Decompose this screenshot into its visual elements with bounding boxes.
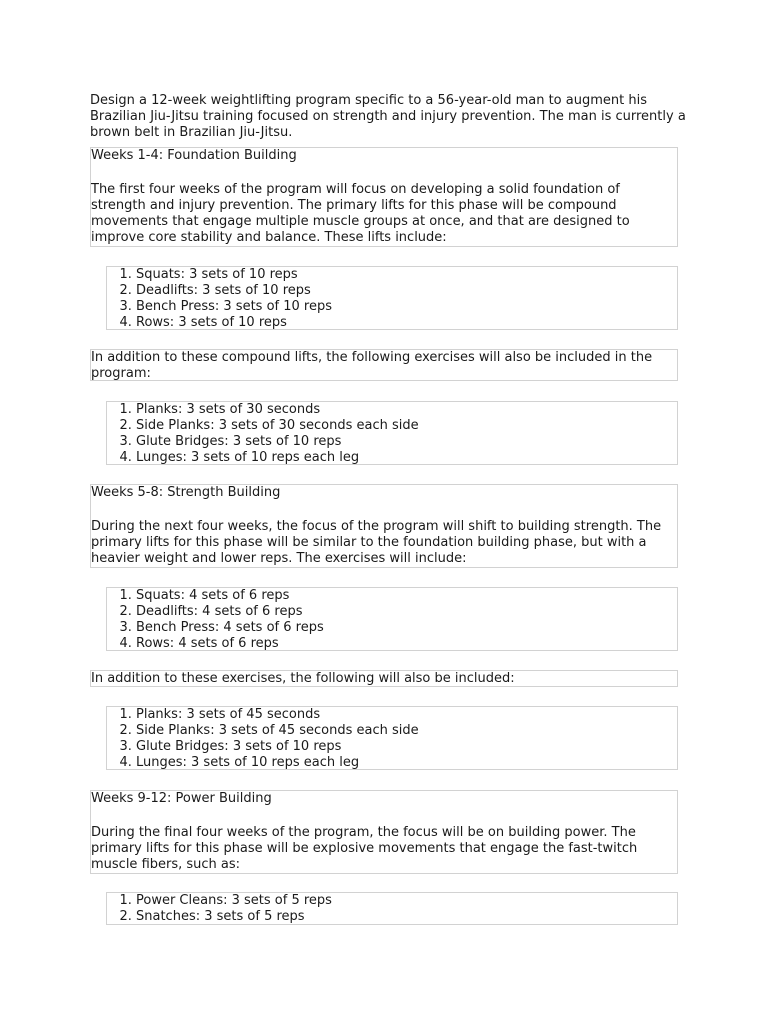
list-item: 1. Planks: 3 sets of 45 seconds <box>136 707 677 723</box>
phase2-additional-section <box>90 670 678 687</box>
intro-paragraph: Design a 12-week weightlifting program specific to a 56-year-old man to augment his Brazilian Jiu-Jitsu training focused on strength and injury prevention. The man is currently a brown belt in Brazilian Jiu-Jitsu. <box>90 93 686 140</box>
phase1-additional-text: In addition to these compound lifts, the following exercises will also be included in the program: <box>91 350 653 381</box>
list-item: 3. Bench Press: 4 sets of 6 reps <box>136 620 677 636</box>
list-item: 2. Deadlifts: 3 sets of 10 reps <box>136 283 677 299</box>
list-item: 4. Rows: 4 sets of 6 reps <box>136 636 677 652</box>
list-item: 2. Deadlifts: 4 sets of 6 reps <box>136 604 677 620</box>
phase2-extras-list <box>106 706 678 770</box>
phase2-lifts-list <box>106 587 678 651</box>
phase3-lifts-list <box>106 892 678 925</box>
phase2-additional-text: In addition to these exercises, the following will also be included: <box>91 671 515 686</box>
phase1-text: The first four weeks of the program will focus on developing a solid foundation of strength and injury prevention. The primary lifts for this phase will be compound movements that engage multiple muscle groups at once, and that are designed to improve core stability and balance. These lifts include: <box>91 182 630 245</box>
list-item: 2. Side Planks: 3 sets of 45 seconds each side <box>136 723 677 739</box>
phase2-text: During the next four weeks, the focus of the program will shift to building strength. The primary lifts for this phase will be similar to the foundation building phase, but with a heavier weight and lower reps. The exercises will include: <box>91 519 662 566</box>
phase1-additional-section <box>90 349 678 381</box>
phase1-extras-list <box>106 401 678 465</box>
list-item: 3. Bench Press: 3 sets of 10 reps <box>136 299 677 315</box>
list-item: 2. Snatches: 3 sets of 5 reps <box>136 909 677 925</box>
phase3-heading: Weeks 9-12: Power Building <box>91 791 272 806</box>
phase2-section <box>90 484 678 568</box>
list-item: 1. Squats: 4 sets of 6 reps <box>136 588 677 604</box>
list-item: 1. Squats: 3 sets of 10 reps <box>136 267 677 283</box>
list-item: 1. Power Cleans: 3 sets of 5 reps <box>136 893 677 909</box>
list-item: 1. Planks: 3 sets of 30 seconds <box>136 402 677 418</box>
list-item: 3. Glute Bridges: 3 sets of 10 reps <box>136 739 677 755</box>
list-item: 2. Side Planks: 3 sets of 30 seconds each side <box>136 418 677 434</box>
list-item: 3. Glute Bridges: 3 sets of 10 reps <box>136 434 677 450</box>
phase3-section <box>90 790 678 874</box>
list-item: 4. Lunges: 3 sets of 10 reps each leg <box>136 450 677 466</box>
phase2-heading: Weeks 5-8: Strength Building <box>91 485 281 500</box>
phase1-heading: Weeks 1-4: Foundation Building <box>91 148 297 163</box>
list-item: 4. Rows: 3 sets of 10 reps <box>136 315 677 331</box>
phase3-text: During the final four weeks of the program, the focus will be on building power. The primary lifts for this phase will be explosive movements that engage the fast-twitch muscle fibers, such as: <box>91 825 638 872</box>
phase1-lifts-list <box>106 266 678 330</box>
list-item: 4. Lunges: 3 sets of 10 reps each leg <box>136 755 677 771</box>
phase1-section <box>90 147 678 247</box>
